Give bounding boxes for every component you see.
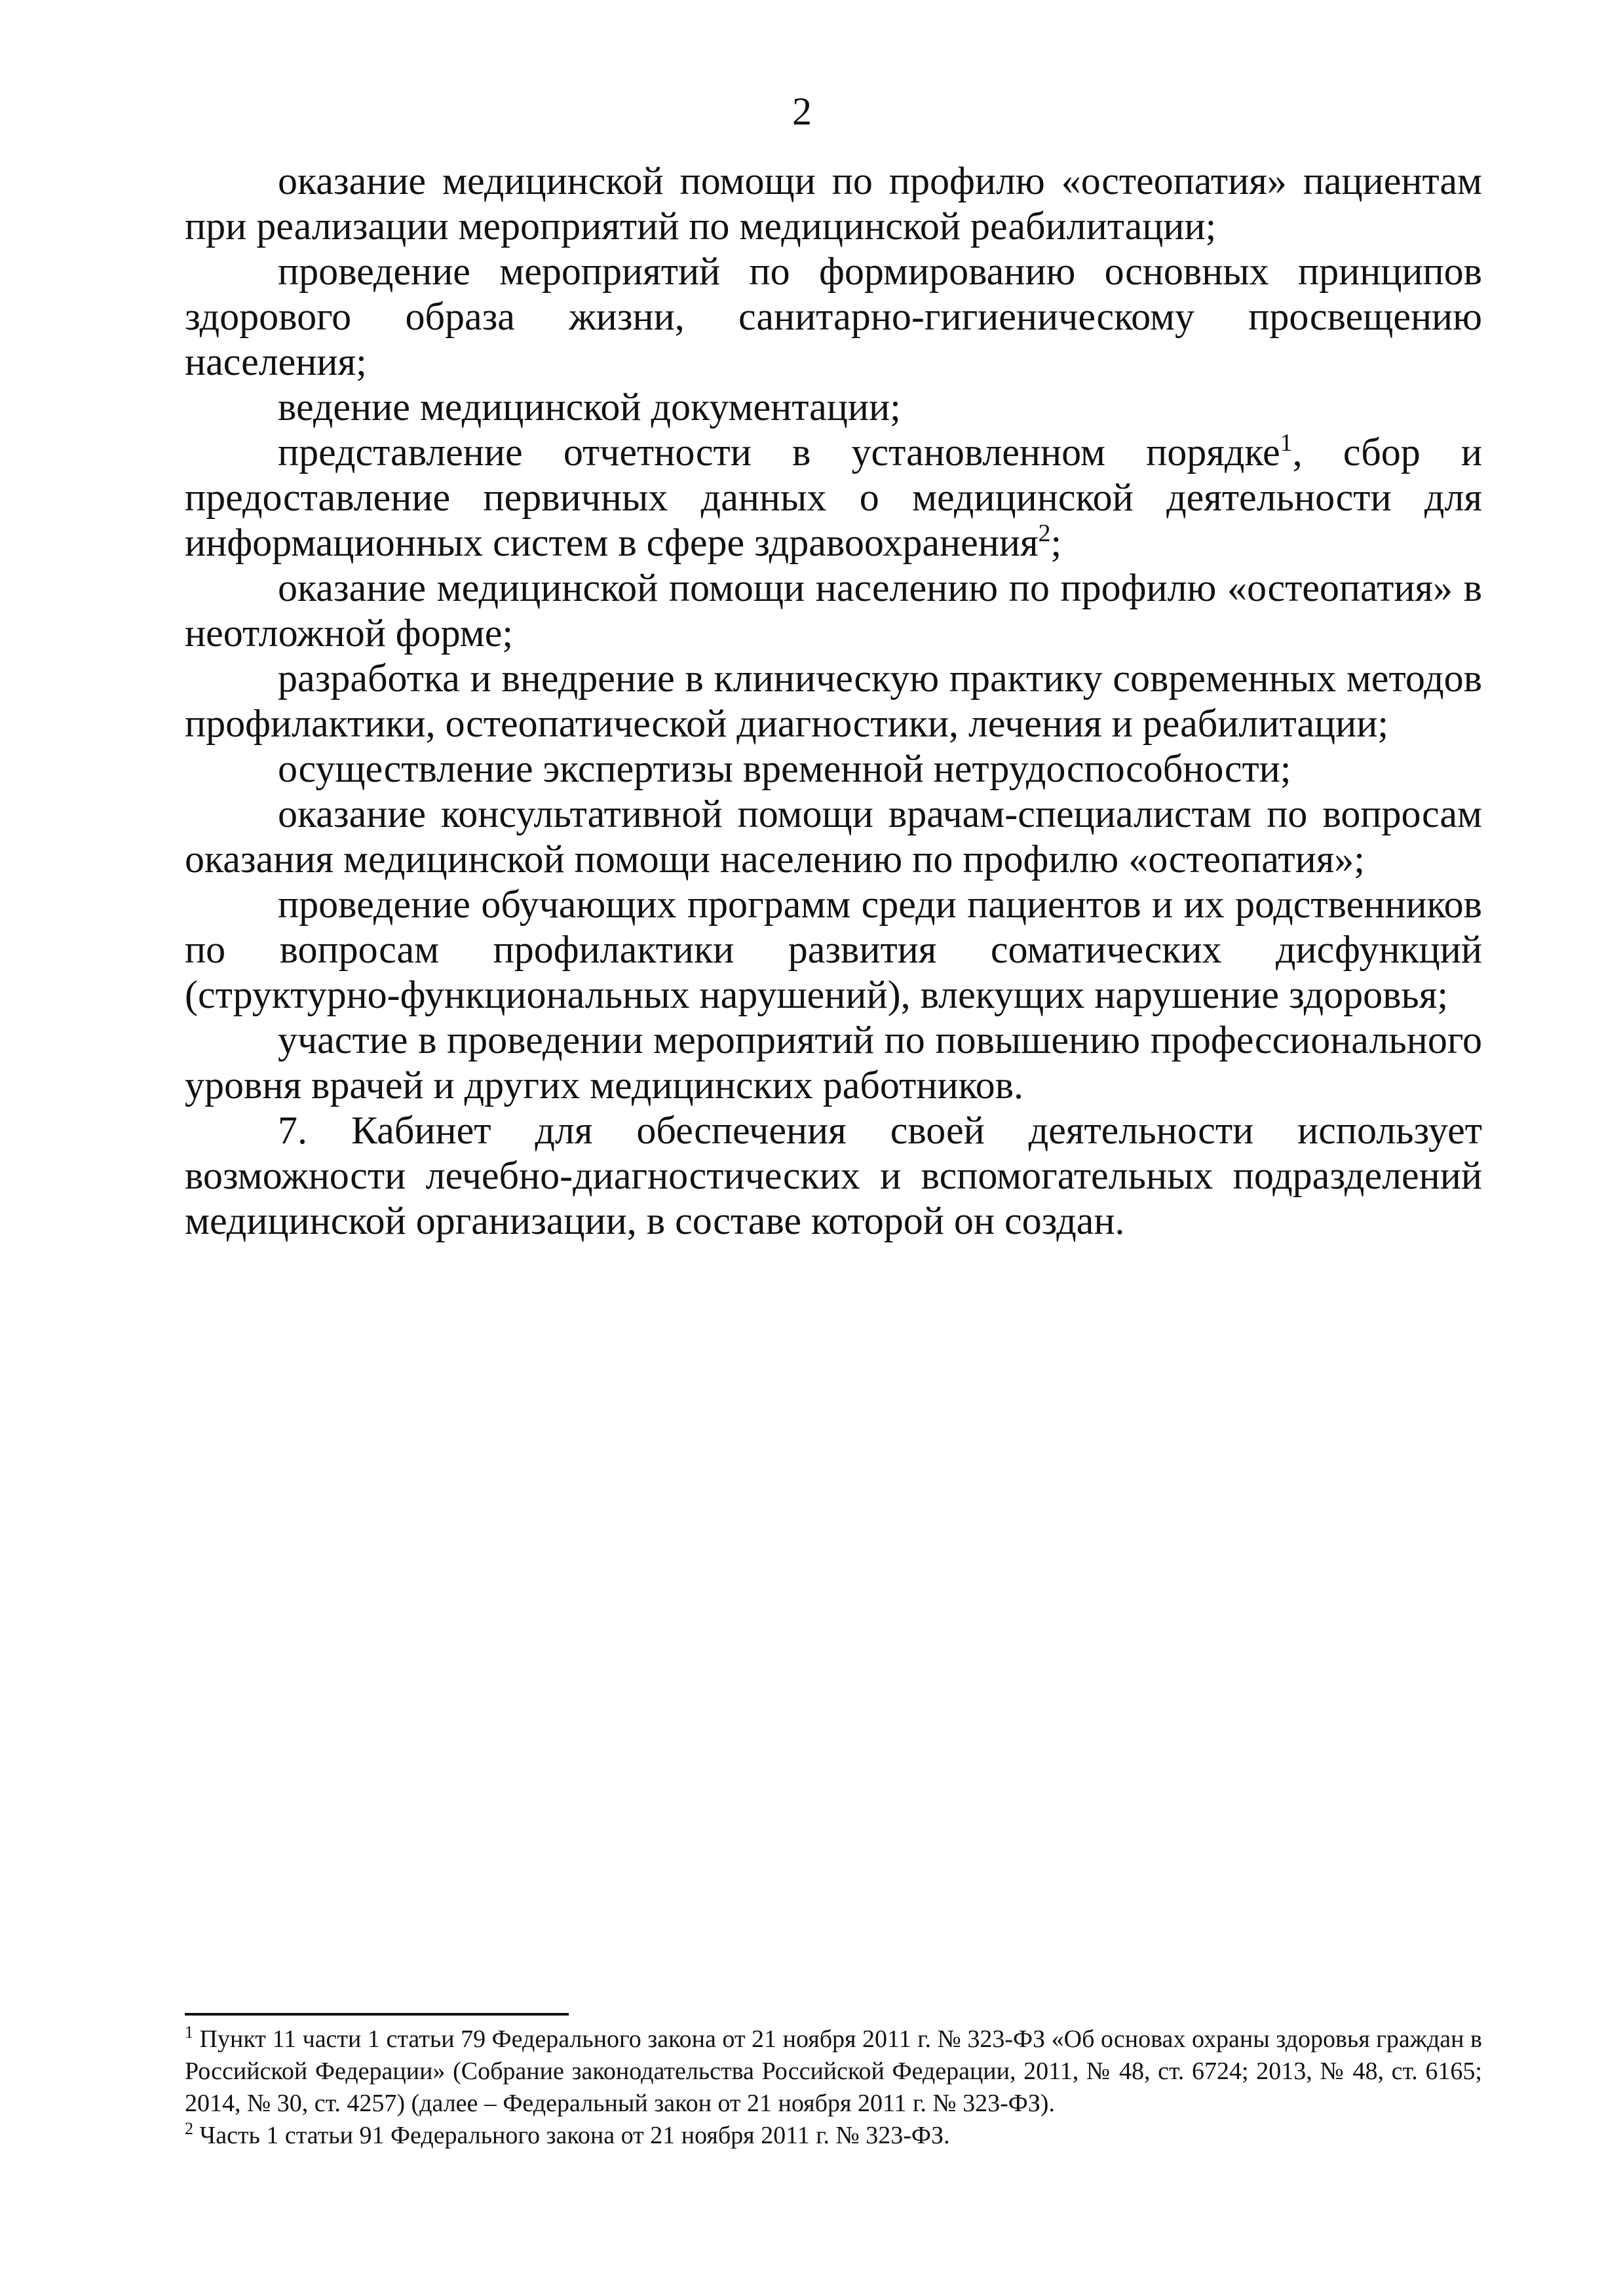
paragraph-reporting-part-a: представление отчетности в установленном порядке	[278, 430, 1280, 474]
footnote-separator	[185, 2013, 569, 2016]
footnote-2-text: Часть 1 статьи 91 Федерального закона от 21 ноября 2011 г. № 323-ФЗ.	[193, 2122, 950, 2149]
paragraph-training-programs: проведение обучающих программ среди пациентов и их родственников по вопросам профилактики развития соматических дисфункций (структурно-функциональных нарушений), влекущих нарушение здоровья;	[185, 883, 1482, 1016]
paragraph-emergency-care: оказание медицинской помощи населению по профилю «остеопатия» в неотложной форме;	[185, 566, 1482, 655]
paragraph-documentation: ведение медицинской документации;	[278, 385, 901, 429]
paragraph-consultative-help: оказание консультативной помощи врачам-специалистам по вопросам оказания медицинской помощи населению по профилю «остеопатия»;	[185, 792, 1482, 881]
footnote-1-text: Пункт 11 части 1 статьи 79 Федерального закона от 21 ноября 2011 г. № 323-ФЗ «Об основах охраны здоровья граждан в Российской Федерации» (Собрание законодательства Российской Федерации, 2011, № 48, ст. 6724; 2013, № 48, ст. 6165; 2014, № 30, ст. 4257) (далее – Федеральный закон от 21 ноября 2011 г. № 323-ФЗ).	[185, 2025, 1482, 2117]
paragraph-professional-development: участие в проведении мероприятий по повышению профессионального уровня врачей и других медицинских работников.	[185, 1018, 1482, 1107]
footnote-2-mark: 2	[185, 2119, 193, 2138]
footnote-2	[185, 2120, 1482, 2152]
paragraph-medical-rehabilitation: оказание медицинской помощи по профилю «остеопатия» пациентам при реализации мероприятий по медицинской реабилитации;	[185, 159, 1482, 248]
paragraph-reporting-part-c: ;	[1050, 521, 1062, 564]
paragraph-disability-expertise: осуществление экспертизы временной нетрудоспособности;	[278, 747, 1291, 790]
footnote-reference-1: 1	[1280, 429, 1293, 457]
footnote-1	[185, 2023, 1482, 2120]
footnote-reference-2: 2	[1038, 520, 1051, 547]
paragraph-reporting-part-b: , сбор и предоставление первичных данных о медицинской деятельности для информационных систем в сфере здравоохранения	[185, 430, 1482, 564]
paragraph-7-cabinet-resources: 7. Кабинет для обеспечения своей деятельности использует возможности лечебно-диагностических и вспомогательных подразделений медицинской организации, в составе которой он создан.	[185, 1109, 1482, 1242]
paragraph-reporting	[185, 430, 1482, 565]
page-number: 2	[792, 90, 812, 133]
paragraph-clinical-practice: разработка и внедрение в клиническую практику современных методов профилактики, остеопатической диагностики, лечения и реабилитации;	[185, 657, 1482, 745]
paragraph-healthy-lifestyle: проведение мероприятий по формированию основных принципов здорового образа жизни, санитарно-гигиеническому просвещению населения;	[185, 250, 1482, 383]
document-body	[185, 159, 1482, 1244]
footnotes	[185, 2023, 1482, 2152]
footnote-1-mark: 1	[185, 2023, 193, 2042]
